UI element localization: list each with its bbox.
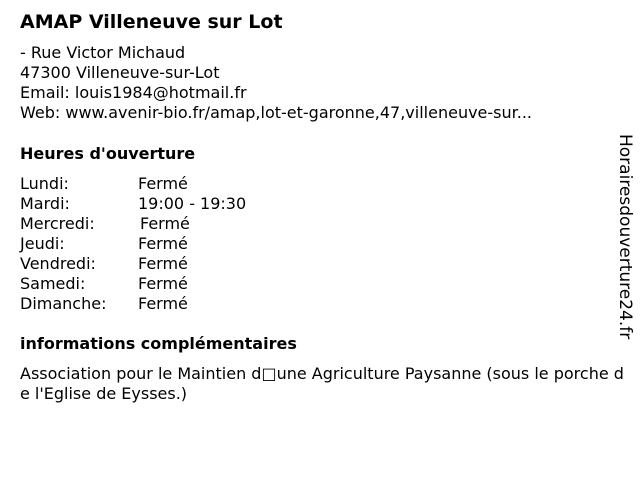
hours-day: Samedi: — [20, 274, 86, 293]
hours-row — [20, 274, 246, 294]
hours-time: 19:00 - 19:30 — [138, 194, 247, 213]
address-block — [20, 43, 532, 123]
hours-day: Jeudi: — [20, 234, 65, 253]
web-line: Web: www.avenir-bio.fr/amap,lot-et-garonne,47,villeneuve-sur... — [20, 103, 533, 122]
hours-day: Vendredi: — [20, 254, 96, 273]
street-line: - Rue Victor Michaud — [20, 43, 186, 62]
hours-row — [20, 174, 246, 194]
hours-row — [20, 254, 246, 274]
email-line: Email: louis1984@hotmail.fr — [20, 83, 247, 102]
hours-day: Dimanche: — [20, 294, 107, 313]
city-line: 47300 Villeneuve-sur-Lot — [20, 63, 220, 82]
info-text: Association pour le Maintien d□une Agriculture Paysanne (sous le porche de l'Eglise de Eysses.) — [20, 364, 624, 403]
side-watermark-text: Horairesdouverture24.fr — [615, 134, 635, 340]
hours-day: Mardi: — [20, 194, 70, 213]
hours-list — [20, 174, 246, 314]
hours-time: Fermé — [140, 214, 190, 233]
side-watermark — [612, 134, 638, 344]
hours-day: Lundi: — [20, 174, 69, 193]
hours-time: Fermé — [138, 254, 188, 273]
hours-row — [20, 294, 246, 314]
hours-time: Fermé — [138, 234, 188, 253]
hours-heading: Heures d'ouverture — [20, 144, 196, 163]
hours-time: Fermé — [138, 294, 188, 313]
hours-row — [20, 194, 246, 214]
info-heading: informations complémentaires — [20, 334, 297, 353]
page-title: AMAP Villeneuve sur Lot — [20, 11, 283, 33]
hours-day: Mercredi: — [20, 214, 95, 233]
hours-time: Fermé — [138, 174, 188, 193]
hours-row — [20, 234, 246, 254]
hours-time: Fermé — [138, 274, 188, 293]
hours-row — [20, 214, 246, 234]
